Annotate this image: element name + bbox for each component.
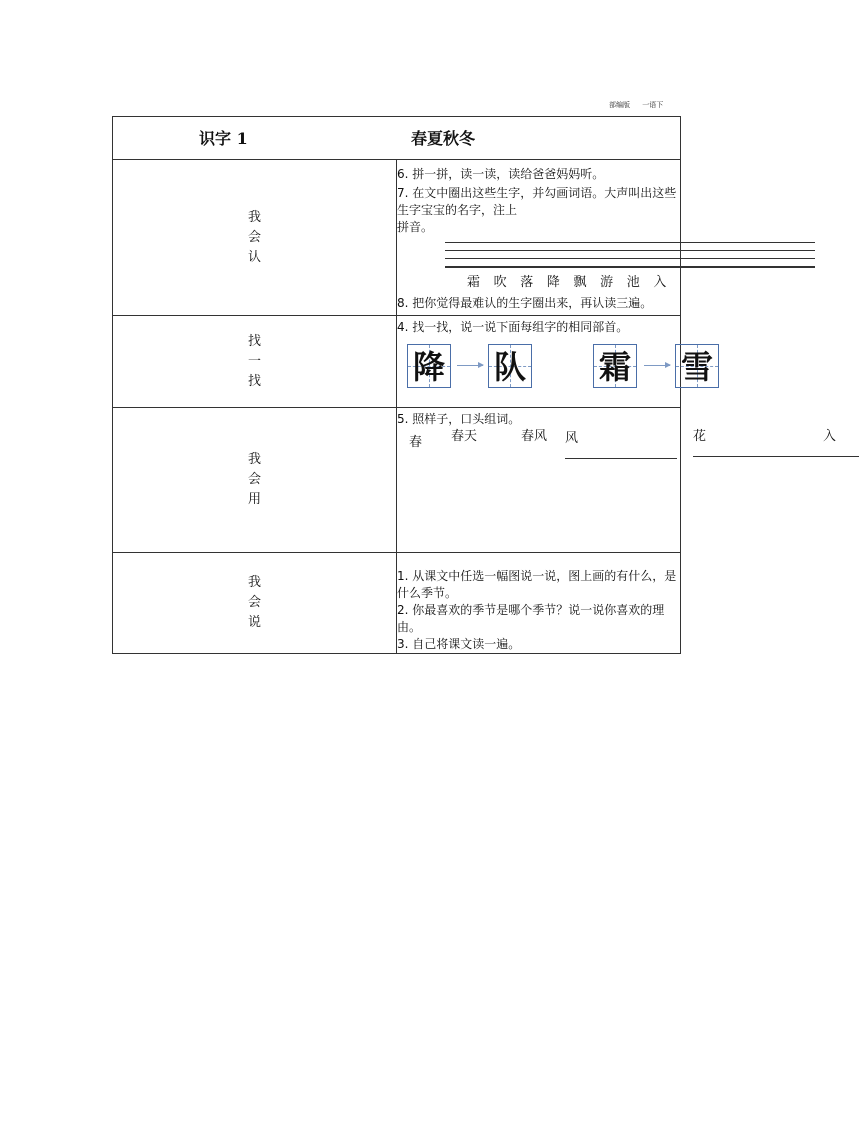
tianzige-box (593, 344, 637, 388)
label-char: 会 (247, 472, 261, 487)
tianzige-box (407, 344, 451, 388)
example-char: 春 (409, 435, 423, 450)
writing-line (445, 258, 815, 266)
section-find (113, 316, 681, 408)
example-word: 春天 (451, 429, 478, 444)
label-char: 会 (247, 229, 261, 245)
character: 池 (626, 275, 640, 290)
question-6: 6. 拼一拼，读一读，读给爸爸妈妈听。 (397, 167, 605, 181)
lesson-title: 识字 1 (199, 129, 248, 148)
writing-line (445, 266, 815, 270)
label-char: 我 (247, 209, 261, 225)
character: 落 (520, 275, 534, 290)
label-char: 找 (247, 333, 261, 349)
question-5: 5. 照样子，口头组词。 (397, 412, 521, 426)
prompt-char: 风 (565, 431, 579, 446)
edition-label: 部编版 (609, 101, 630, 109)
title-cell (113, 117, 681, 160)
section-speak (113, 553, 681, 654)
label-char: 说 (247, 615, 261, 630)
box-character: 降 (412, 348, 445, 386)
writing-line (445, 250, 815, 258)
question-7-continued: 拼音。 (397, 220, 434, 234)
word-example-row (397, 428, 837, 450)
example-word: 春风 (521, 429, 548, 444)
box-character: 霜 (598, 348, 631, 386)
label-char: 认 (247, 249, 261, 265)
section-recognize (113, 160, 681, 316)
section-label-use (113, 408, 397, 553)
writing-line (445, 242, 815, 250)
question-4: 4. 找一找，说一说下面每组字的相同部首。 (397, 320, 629, 334)
character: 降 (546, 275, 560, 290)
character: 霜 (467, 275, 481, 290)
find-content (397, 316, 713, 408)
label-char: 用 (247, 492, 261, 507)
prompt-feng (565, 430, 680, 464)
speak-content (397, 553, 681, 654)
section-label-recognize (113, 160, 397, 316)
character: 游 (600, 275, 614, 290)
character: 飘 (573, 275, 587, 290)
box-character: 雪 (680, 348, 713, 386)
prompt-char: 花 (693, 429, 707, 444)
character: 吹 (493, 275, 507, 290)
tianzige-box (675, 344, 719, 388)
question-1: 1. 从课文中任选一幅图说一说，图上画的有什么，是什么季节。 (397, 569, 677, 600)
grade-label: 一语下 (642, 101, 664, 109)
label-char: 会 (247, 595, 261, 610)
new-characters (467, 274, 680, 291)
label-char: 我 (247, 575, 261, 590)
radical-boxes (397, 336, 713, 396)
section-use (113, 408, 681, 553)
arrow-icon (644, 365, 670, 366)
answer-blank[interactable] (565, 458, 677, 459)
question-3: 3. 自己将课文读一遍。 (397, 637, 521, 651)
answer-blank[interactable] (693, 456, 859, 457)
character: 入 (653, 275, 667, 290)
question-7: 7. 在文中圈出这些生字，并勾画词语。大声叫出这些生字宝宝的名字，注上 (397, 186, 677, 217)
recognize-content (397, 160, 681, 316)
worksheet-table (112, 116, 837, 654)
label-char: 一 (247, 353, 261, 369)
arrow-icon (457, 365, 483, 366)
section-label-speak (113, 553, 397, 654)
topic-title: 春夏秋冬 (411, 129, 476, 148)
use-content (397, 408, 837, 553)
box-character: 队 (493, 348, 526, 386)
section-label-find (113, 316, 397, 408)
prompt-ru: 入 (823, 429, 837, 444)
header-note (609, 100, 673, 110)
tianzige-box (488, 344, 532, 388)
question-8: 8. 把你觉得最难认的生字圈出来，再认读三遍。 (397, 296, 653, 310)
label-char: 我 (247, 452, 261, 467)
question-2: 2. 你最喜欢的季节是哪个季节？说一说你喜欢的理由。 (397, 603, 665, 634)
pinyin-writing-lines[interactable] (445, 242, 815, 270)
label-char: 找 (247, 373, 261, 389)
title-row (113, 117, 681, 160)
